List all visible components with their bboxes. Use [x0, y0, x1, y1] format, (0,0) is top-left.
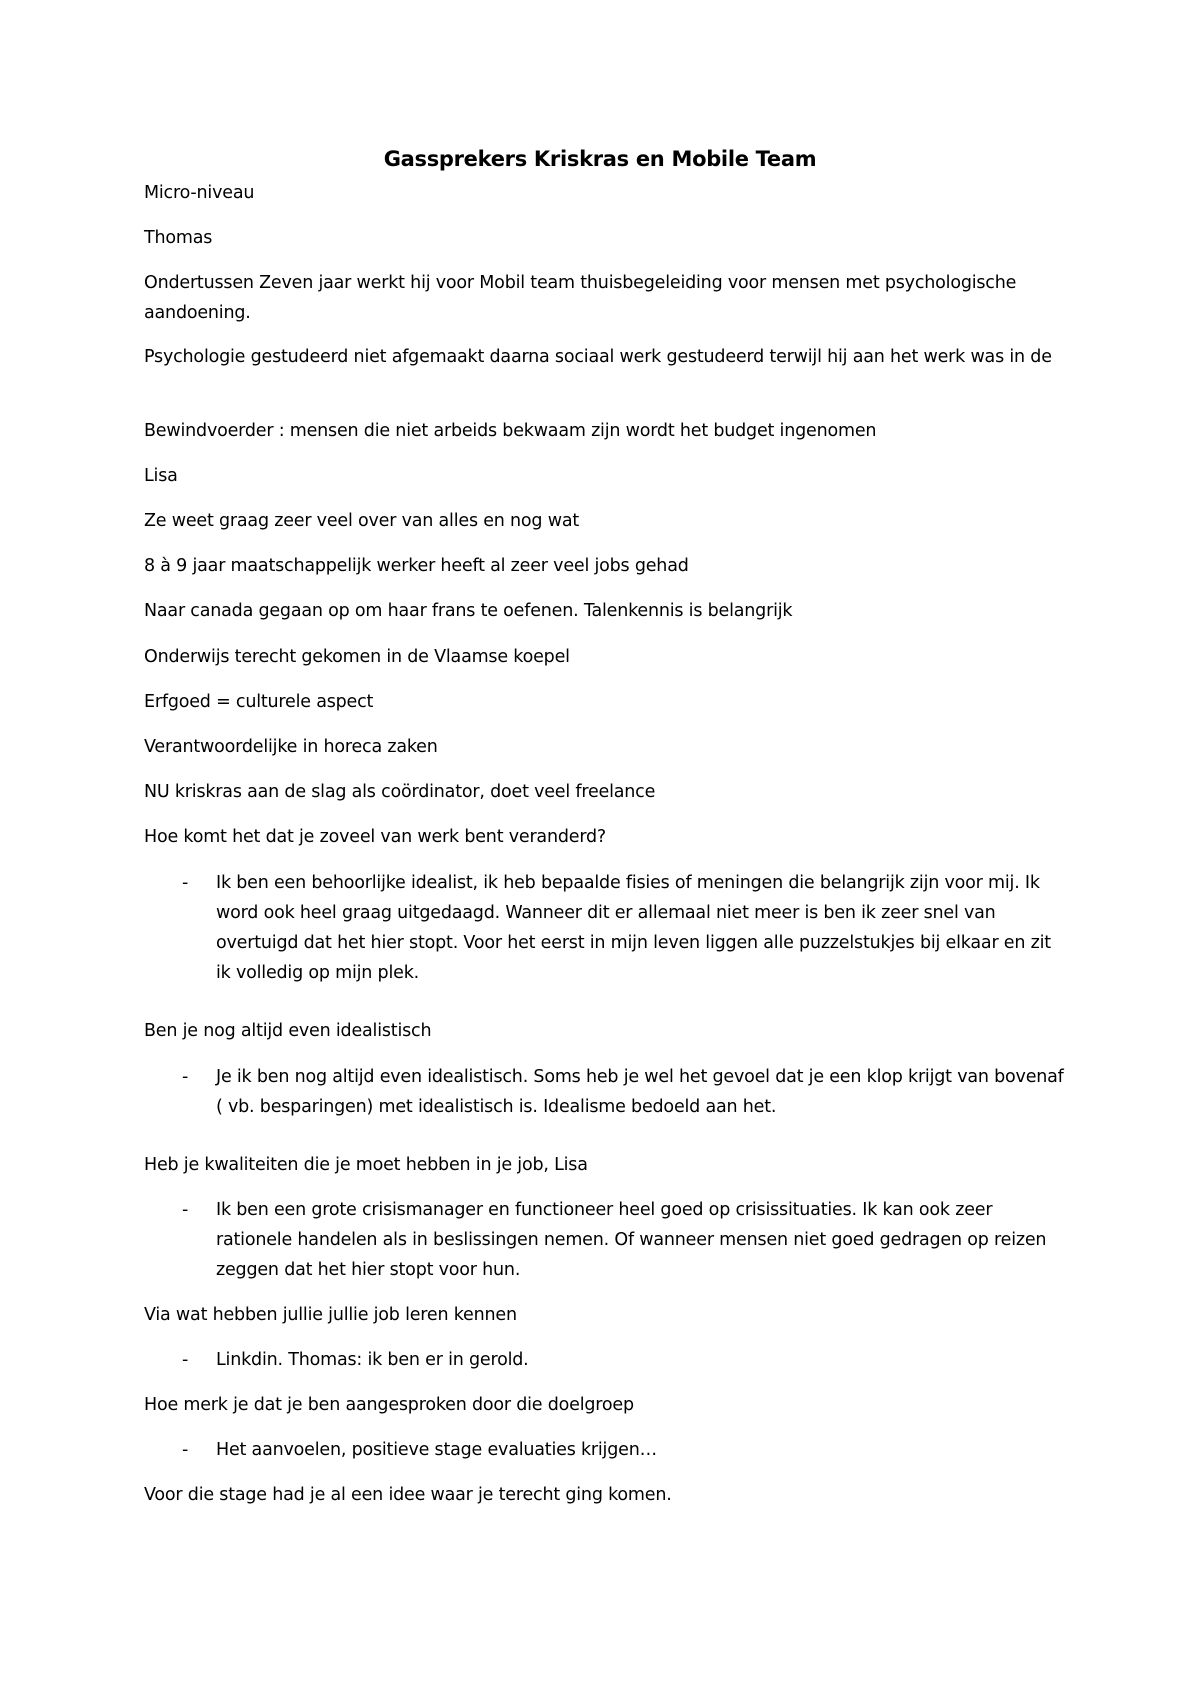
paragraph: Via wat hebben jullie jullie job leren kennen	[144, 1305, 517, 1325]
bullet-dash: -	[182, 1440, 189, 1460]
list-item-text: Het aanvoelen, positieve stage evaluaties krijgen…	[216, 1440, 657, 1460]
document-title: Gassprekers Kriskras en Mobile Team	[383, 147, 817, 171]
bullet-dash: -	[182, 1067, 189, 1087]
list-item-text: Linkdin. Thomas: ik ben er in gerold.	[216, 1350, 529, 1370]
paragraph: Heb je kwaliteiten die je moet hebben in je job, Lisa	[144, 1155, 588, 1175]
paragraph: NU kriskras aan de slag als coördinator, doet veel freelance	[144, 782, 656, 802]
paragraph: Bewindvoerder : mensen die niet arbeids bekwaam zijn wordt het budget ingenomen	[144, 421, 877, 441]
paragraph: Psychologie gestudeerd niet afgemaakt daarna sociaal werk gestudeerd terwijl hij aan het werk was in de	[144, 347, 1052, 367]
paragraph: Thomas	[144, 228, 213, 248]
paragraph: Voor die stage had je al een idee waar je terecht ging komen.	[144, 1485, 672, 1505]
paragraph: Erfgoed = culturele aspect	[144, 692, 374, 712]
paragraph: Lisa	[144, 466, 178, 486]
paragraph: Micro-niveau	[144, 183, 255, 203]
bullet-dash: -	[182, 1200, 189, 1220]
paragraph: 8 à 9 jaar maatschappelijk werker heeft al zeer veel jobs gehad	[144, 556, 689, 576]
bullet-dash: -	[182, 1350, 189, 1370]
paragraph: Naar canada gegaan op om haar frans te oefenen. Talenkennis is belangrijk	[144, 601, 793, 621]
paragraph: Ben je nog altijd even idealistisch	[144, 1021, 432, 1041]
paragraph: Ze weet graag zeer veel over van alles en nog wat	[144, 511, 580, 531]
paragraph: Onderwijs terecht gekomen in de Vlaamse koepel	[144, 647, 570, 667]
paragraph: Ondertussen Zeven jaar werkt hij voor Mobil team thuisbegeleiding voor mensen met psychologische aandoening.	[144, 273, 1017, 323]
paragraph: Verantwoordelijke in horeca zaken	[144, 737, 438, 757]
paragraph: Hoe merk je dat je ben aangesproken door die doelgroep	[144, 1395, 634, 1415]
paragraph: Hoe komt het dat je zoveel van werk bent veranderd?	[144, 827, 607, 847]
list-item-text: Ik ben een behoorlijke idealist, ik heb bepaalde fisies of meningen die belangrijk zijn voor mij. Ik word ook heel graag uitgedaagd. Wanneer dit er allemaal niet meer is ben ik zeer snel van overtuigd dat het hier stopt. Voor het eerst in mijn leven liggen alle puzzelstukjes bij elkaar en zit ik volledig op mijn plek.	[216, 873, 1051, 983]
list-item-text: Ik ben een grote crisismanager en functioneer heel goed op crisissituaties. Ik kan ook zeer rationele handelen als in beslissingen nemen. Of wanneer mensen niet goed gedragen op reizen zeggen dat het hier stopt voor hun.	[216, 1200, 1047, 1280]
list-item-text: Je ik ben nog altijd even idealistisch. Soms heb je wel het gevoel dat je een klop krijgt van bovenaf ( vb. besparingen) met idealistisch is. Idealisme bedoeld aan het.	[216, 1067, 1064, 1117]
bullet-dash: -	[182, 873, 189, 893]
